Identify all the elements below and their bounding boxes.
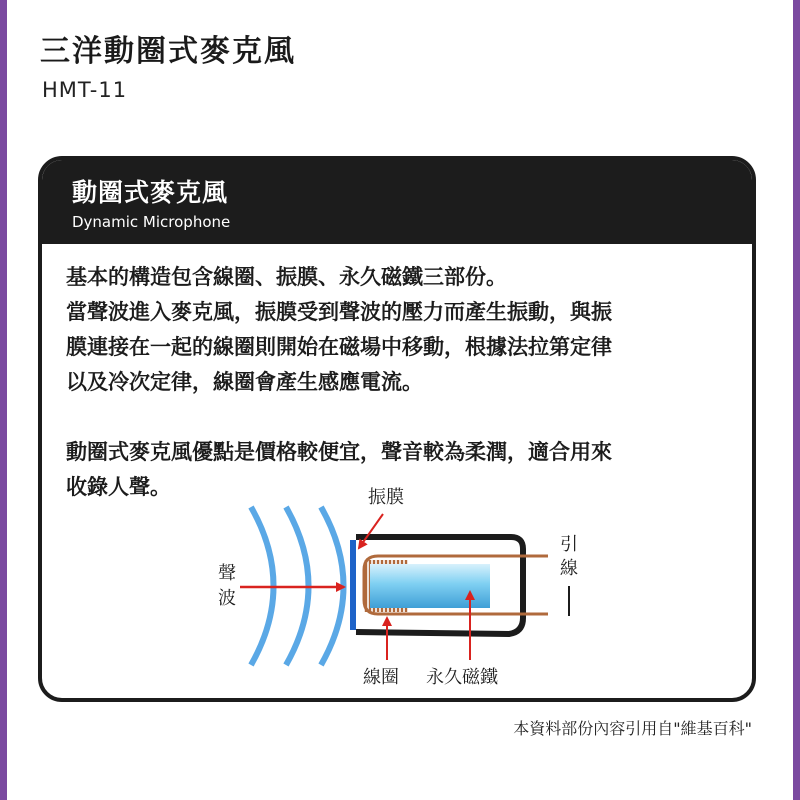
label-sound-2: 波 (218, 588, 236, 609)
source-note: 本資料部份內容引用自"維基百科" (513, 719, 752, 738)
label-magnet: 永久磁鐵 (426, 667, 498, 688)
permanent-magnet (370, 564, 490, 608)
description-line: 以及冷次定律，線圈會產生感應電流。 (66, 370, 423, 394)
label-sound-1: 聲 (218, 563, 236, 584)
description-line: 當聲波進入麥克風，振膜受到聲波的壓力而產生振動，與振 (66, 300, 612, 324)
card-subtitle: Dynamic Microphone (72, 213, 231, 231)
diaphragm-pointer (359, 514, 383, 548)
description-line: 膜連接在一起的線圈則開始在磁場中移動，根據法拉第定律 (66, 335, 612, 359)
label-lead-2: 線 (560, 558, 578, 579)
label-coil: 線圈 (363, 667, 399, 688)
label-diaphragm: 振膜 (368, 487, 404, 508)
label-lead-1: 引 (560, 534, 578, 555)
diaphragm (350, 540, 356, 630)
description-line: 基本的構造包含線圈、振膜、永久磁鐵三部份。 (66, 265, 507, 289)
model-number: HMT-11 (42, 78, 128, 102)
advantage-line: 動圈式麥克風優點是價格較便宜，聲音較為柔潤，適合用來 (66, 440, 612, 464)
advantage-line: 收錄人聲。 (66, 475, 171, 499)
card-title: 動圈式麥克風 (72, 178, 229, 207)
page-title: 三洋動圈式麥克風 (40, 34, 296, 69)
